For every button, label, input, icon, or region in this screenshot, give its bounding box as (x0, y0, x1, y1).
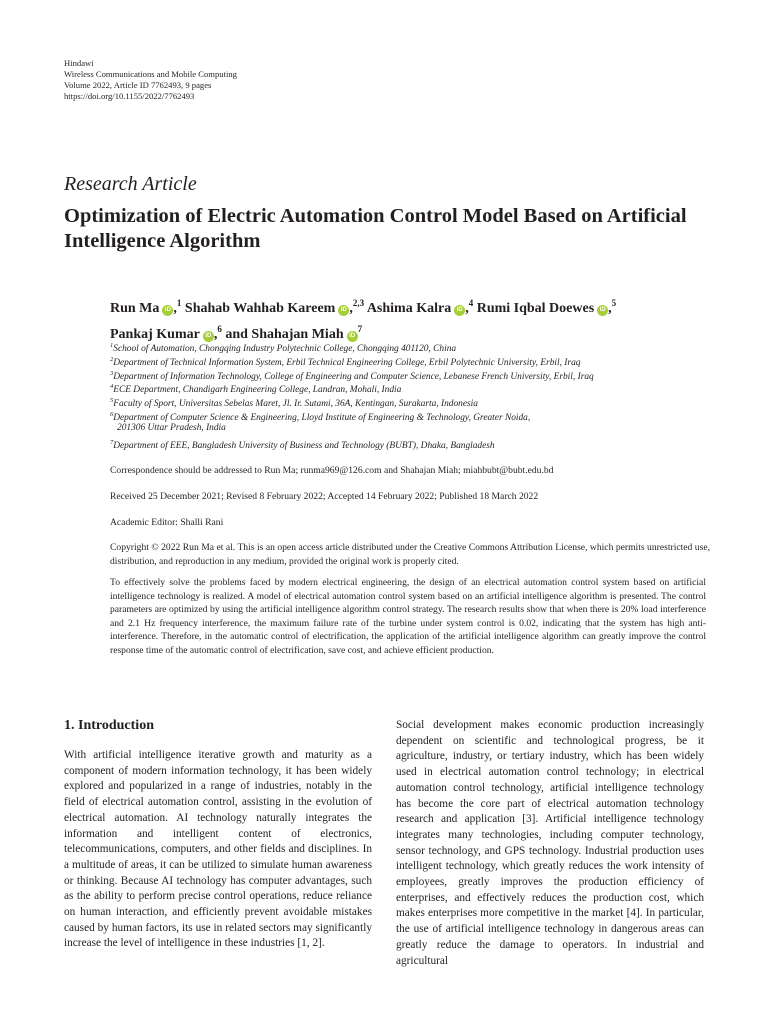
copyright-notice: Copyright © 2022 Run Ma et al. This is an open access article distributed under the Creative Commons Attribution License, which permits unrestricted use, distribution, and reproduction in any medium, provided the original work is properly cited. (110, 542, 710, 567)
author-name-text: Ashima Kalra (366, 301, 452, 316)
academic-editor: Academic Editor: Shalli Rani (110, 517, 224, 528)
affiliation-text: School of Automation, Chongqing Industry Polytechnic College, Chongqing 401120, China (113, 344, 457, 354)
body-column-right: Social development makes economic production increasingly dependent on scientific and technological progress, be it agriculture, industry, or tertiary industry, which has been widely used in electrical automation control technology; in electrical automation control technology, artificial intelligence technology has become the core part of electrical automation technology research and application [3]. Artificial intelligence technology integrates many technologies, including computer technology, sensor technology, and GPS technology. Industrial production uses intelligent technology, which greatly reduces the work intensity of employees, greatly improves the production efficiency of enterprises, and effectively reduces the production cost, which makes enterprises more competitive in the market [4]. In particular, the use of artificial intelligence technology in dangerous areas can greatly reduce the damage to operators. In industrial and agricultural (396, 719, 704, 967)
orcid-icon[interactable]: iD (597, 305, 608, 316)
author-separator: , (349, 301, 353, 316)
affiliation-text: Department of EEE, Bangladesh University of Business and Technology (BUBT), Dhaka, Bangladesh (113, 440, 495, 451)
author-separator: , (173, 301, 177, 316)
affiliation-text: Department of Computer Science & Engineering, Lloyd Institute of Engineering & Technology, Greater Noida, (113, 413, 531, 423)
author-separator: , (608, 301, 612, 316)
author-name[interactable] (366, 298, 474, 316)
article-title: Optimization of Electric Automation Control Model Based on Artificial Intelligence Algorithm (64, 205, 687, 252)
affiliation-marker: 7 (357, 324, 363, 334)
section-heading-introduction: 1. Introduction (64, 718, 154, 733)
orcid-icon[interactable]: iD (203, 331, 214, 342)
affiliation-number: 4 (110, 383, 114, 391)
affiliation-number: 1 (110, 342, 114, 349)
doi-link[interactable]: https://doi.org/10.1155/2022/7762493 (64, 91, 195, 101)
abstract: To effectively solve the problems faced by modern electrical engineering, the design of an electrical automation control system based on artificial intelligence technology is realized. A model of electrical automation control system based on an artificial intelligence algorithm is presented. The control parameters are optimized by using the artificial intelligence algorithm control strategy. The research results show that when there is 20% load interference and 2.1 Hz frequency interference, the maximum failure rate of the turbine under system control is 0.02, indicating that the system has high anti-interference. Therefore, in the automatic control of electrification, the application of the artificial intelligence algorithm can greatly improve the control response time of the automatic control of electrification, save cost, and achieve efficient production. (110, 577, 706, 656)
orcid-icon[interactable]: iD (347, 331, 358, 342)
article-type: Research Article (64, 173, 197, 195)
journal-name: Wireless Communications and Mobile Computing (64, 69, 237, 79)
affiliation-text: Department of Information Technology, College of Engineering and Computer Science, Lebanese French University, Erbil, Iraq (113, 371, 594, 382)
publication-dates: Received 25 December 2021; Revised 8 February 2022; Accepted 14 February 2022; Published 18 March 2022 (110, 491, 539, 502)
volume-line: Volume 2022, Article ID 7762493, 9 pages (64, 80, 212, 90)
affiliation-number: 3 (110, 369, 114, 377)
affiliation-text: ECE Department, Chandigarh Engineering College, Landran, Mohali, India (113, 385, 402, 396)
affiliation-text: 201306 Uttar Pradesh, India (117, 422, 226, 433)
author-name-text: Rumi Iqbal Doewes (476, 301, 595, 316)
publisher-name: Hindawi (64, 58, 94, 68)
affiliation-marker: 6 (217, 324, 222, 334)
author-name-text: Shahab Wahhab Kareem (184, 301, 336, 316)
author-name[interactable] (110, 298, 182, 316)
affiliation-item (110, 436, 720, 454)
orcid-icon[interactable]: iD (162, 305, 173, 316)
author-name[interactable] (184, 298, 365, 316)
affiliation-marker: 5 (611, 298, 617, 308)
author-name[interactable] (476, 298, 617, 316)
author-name-text: Pankaj Kumar (110, 327, 200, 342)
author-name-text: Run Ma (110, 301, 160, 316)
affiliation-number: 5 (110, 397, 114, 405)
affiliation-number: 6 (110, 411, 114, 418)
affiliation-marker: 2,3 (352, 298, 365, 308)
affiliation-item (117, 422, 727, 436)
affiliation-marker: 4 (468, 298, 474, 308)
affiliation-text: Faculty of Sport, Universitas Sebelas Maret, Jl. Ir. Sutami, 36A, Kentingan, Surakarta, Indonesia (113, 399, 478, 410)
correspondence: Correspondence should be addressed to Run Ma; runma969@126.com and Shahajan Miah; miahbubt@bubt.edu.bd (110, 465, 554, 476)
orcid-icon[interactable]: iD (454, 305, 465, 316)
orcid-icon[interactable]: iD (338, 305, 349, 316)
author-list (110, 293, 710, 345)
affiliation-text: Department of Technical Information System, Erbil Technical Engineering College, Erbil Polytechnic University, Erbil, Iraq (113, 357, 581, 368)
affiliation-number: 2 (110, 355, 114, 363)
body-column-left: With artificial intelligence iterative growth and maturity as a component of modern information technology, it has been widely explored and popularized in a range of industries, notably in the field of electrical automation control, assisting in the evolution of electrical automation. AI technology naturally integrates the information and intelligent content of electronics, telecommunications, computers, and other fields and disciplines. In a multitude of areas, it can be utilized to simulate human awareness or thinking. Because AI technology has computer advantages, such as the ability to perform precise control operations, reduce reliance on human interaction, and efficiently prevent avoidable mistakes caused by human factors, its use in related sectors may significantly increase the level of intelligence in these industries [1, 2]. (64, 749, 372, 950)
author-separator: , (213, 327, 218, 342)
affiliation-number: 7 (110, 438, 114, 446)
author-separator: , (465, 301, 469, 316)
affiliation-marker: 1 (176, 298, 182, 308)
author-name-text: and Shahajan Miah (225, 327, 344, 342)
